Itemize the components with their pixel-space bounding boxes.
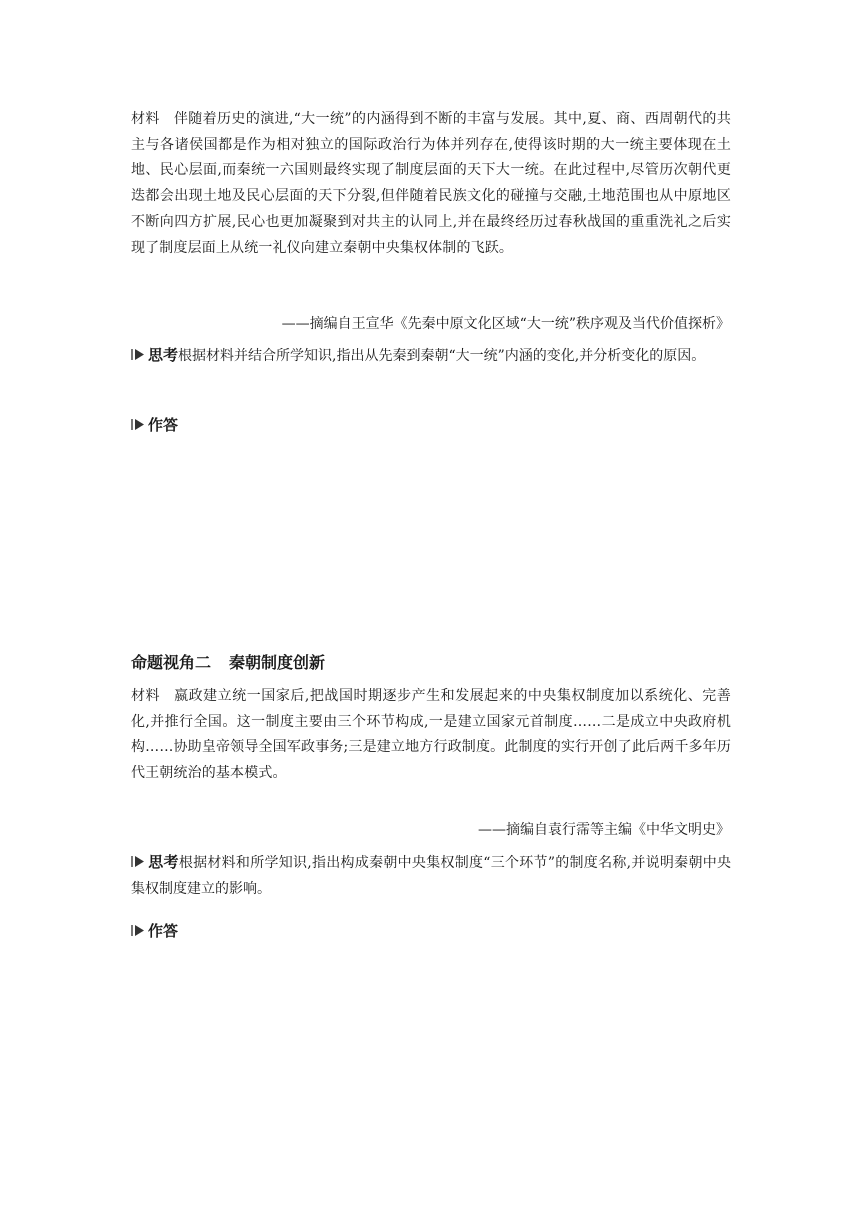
material-2-paragraph (131, 684, 731, 787)
answer-1 (131, 414, 178, 436)
question-1-keyword: 思考 (148, 346, 179, 364)
material-1-source: ——摘编自王宣华《先秦中原文化区域“大一统”秩序观及当代价值探析》 (281, 316, 730, 332)
section-2-title (131, 652, 325, 674)
section-2-title-part2: 秦朝制度创新 (229, 653, 326, 672)
question-2 (131, 850, 731, 902)
section-2-title-part1: 命题视角二 (131, 653, 212, 672)
material-2-text: 嬴政建立统一国家后,把战国时期逐步产生和发展起来的中央集权制度加以系统化、完善化,并推行全国。这一制度主要由三个环节构成,一是建立国家元首制度……二是成立中央政府机构……协助皇帝领导全国军政事务;三是建立地方行政制度。此制度的实行开创了此后两千多年历代王朝统治的基本模式。 (131, 688, 731, 782)
question-2-text: 根据材料和所学知识,指出构成秦朝中央集权制度“三个环节”的制度名称,并说明秦朝中央集权制度建立的影响。 (131, 855, 731, 897)
material-1-label: 材料 (131, 111, 160, 127)
material-2-label: 材料 (131, 688, 161, 704)
double-arrow-icon (131, 418, 145, 431)
double-arrow-icon (131, 348, 145, 361)
double-arrow-icon (131, 855, 145, 868)
answer-1-keyword: 作答 (148, 416, 179, 434)
material-2-source: ——摘编自袁行霈等主编《中华文明史》 (478, 822, 730, 838)
question-1-text: 根据材料并结合所学知识,指出从先秦到秦朝“大一统”内涵的变化,并分析变化的原因。 (178, 348, 706, 364)
question-2-keyword: 思考 (148, 853, 179, 871)
material-1-text: 伴随着历史的演进,“大一统”的内涵得到不断的丰富与发展。其中,夏、商、西周朝代的共主与各诸侯国都是作为相对独立的国际政治行为体并列存在,使得该时期的大一统主要体现在土地、民心层面,而秦统一六国则最终实现了制度层面的天下大一统。在此过程中,尽管历次朝代更迭都会出现土地及民心层面的天下分裂,但伴随着民族文化的碰撞与交融,土地范围也从中原地区不断向四方扩展,民心也更加凝聚到对共主的认同上,并在最终经历过春秋战国的重重洗礼之后实现了制度层面上从统一礼仪向建立秦朝中央集权体制的飞跃。 (131, 111, 731, 256)
answer-2 (131, 920, 178, 942)
answer-2-keyword: 作答 (148, 922, 179, 940)
material-1-paragraph (131, 107, 731, 261)
double-arrow-icon (131, 924, 145, 937)
question-1 (131, 343, 731, 370)
